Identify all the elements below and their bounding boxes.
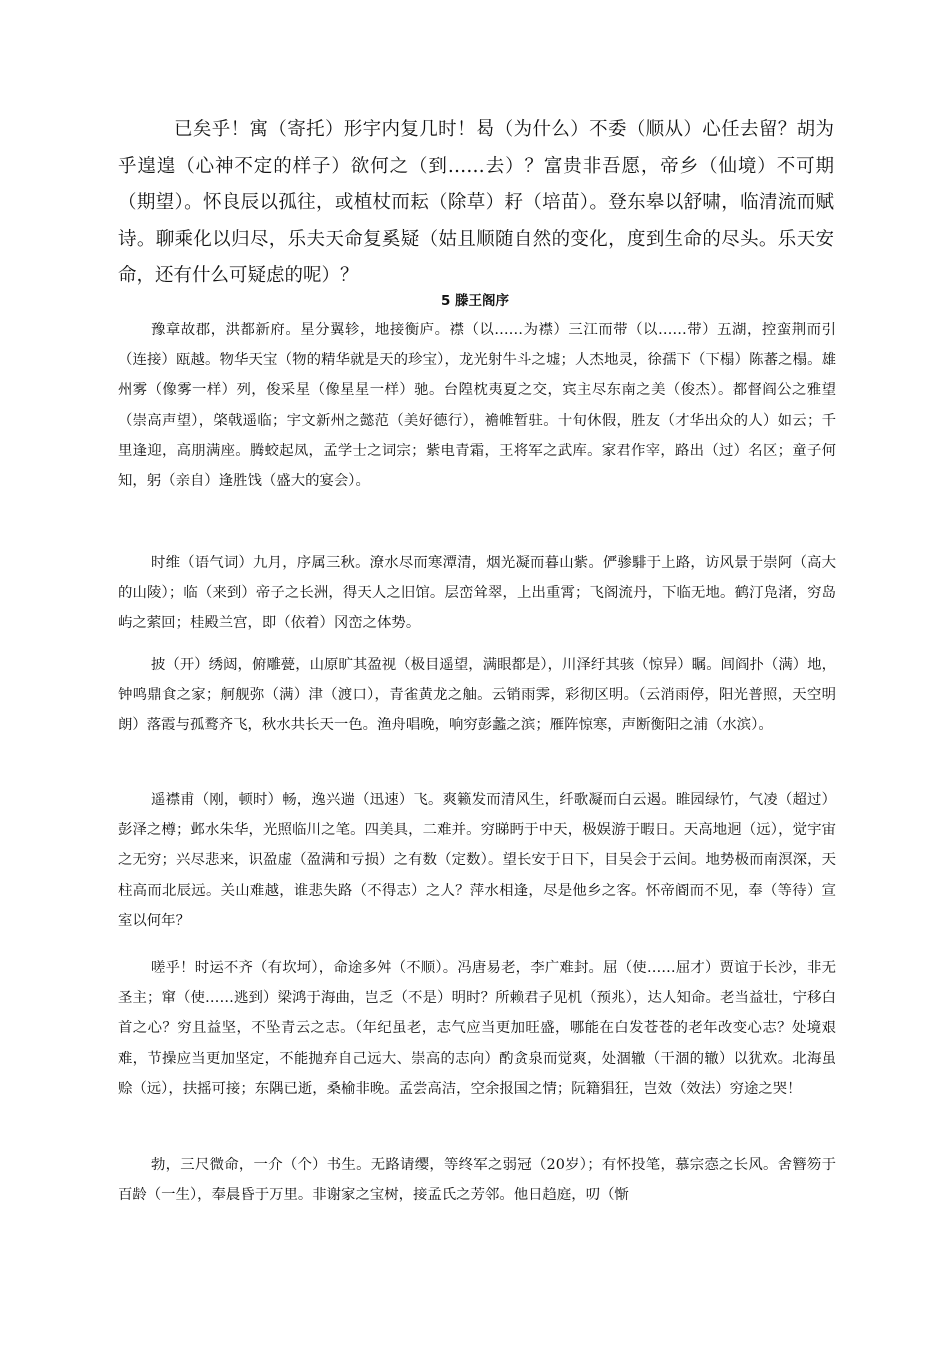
paragraph: 披（开）绣闼，俯雕甍，山原旷其盈视（极目遥望，满眼都是），川泽纡其骇（惊异）瞩。闾阎扑（满）地，钟鸣鼎食之家；舸舰弥（满）津（渡口），青雀黄龙之舳。云销雨霁，彩彻区明。（云消雨停，阳光普照，天空明朗）落霞与孤鹜齐飞，秋水共长天一色。渔舟唱晚，响穷彭蠡之滨；雁阵惊寒，声断衡阳之浦（水滨）。 bbox=[118, 657, 836, 734]
paragraph: 豫章故郡，洪都新府。星分翼轸，地接衡庐。襟（以……为襟）三江而带（以……带）五湖，控蛮荆而引（连接）瓯越。物华天宝（物的精华就是天的珍宝），龙光射牛斗之墟；人杰地灵，徐孺下（下榻）陈蕃之榻。雄州雾（像雾一样）列，俊采星（像星星一样）驰。台隍枕夷夏之交，宾主尽东南之美（俊杰）。都督阎公之雅望（崇高声望），棨戟遥临；宇文新州之懿范（美好德行），襜帷暂驻。十旬休假，胜友（才华出众的人）如云；千里逢迎，高朋满座。腾蛟起凤，孟学士之词宗；紫电青霜，王将军之武库。家君作宰，路出（过）名区；童子何知，躬（亲自）逢胜饯（盛大的宴会）。 bbox=[118, 322, 836, 490]
paragraph: 时维（语气词）九月，序属三秋。潦水尽而寒潭清，烟光凝而暮山紫。俨骖騑于上路，访风景于崇阿（高大的山陵）；临（来到）帝子之长洲，得天人之旧馆。层峦耸翠，上出重霄；飞阁流丹，下临无地。鹤汀凫渚，穷岛屿之萦回；桂殿兰宫，即（依着）冈峦之体势。 bbox=[118, 555, 836, 632]
paragraph: 遥襟甫（刚，顿时）畅，逸兴遄（迅速）飞。爽籁发而清风生，纤歌凝而白云遏。睢园绿竹，气凌（超过）彭泽之樽；邺水朱华，光照临川之笔。四美具，二难并。穷睇眄于中天，极娱游于暇日。天高地迥（远），觉宇宙之无穷；兴尽悲来，识盈虚（盈满和亏损）之有数（定数）。望长安于日下，目吴会于云间。地势极而南溟深，天柱高而北辰远。关山难越，谁悲失路（不得志）之人？萍水相逢，尽是他乡之客。怀帝阍而不见，奉（等待）宣室以何年？ bbox=[118, 792, 836, 929]
paragraph: 勃，三尺微命，一介（个）书生。无路请缨，等终军之弱冠（20岁）；有怀投笔，慕宗悫之长风。舍簪笏于百龄（一生），奉晨昏于万里。非谢家之宝树，接孟氏之芳邻。他日趋庭，叨（惭 bbox=[118, 1157, 836, 1204]
section-title: 5 滕王阁序 bbox=[440, 293, 510, 309]
paragraph: 嗟乎！时运不齐（有坎坷），命途多舛（不顺）。冯唐易老，李广难封。屈（使……屈才）贾谊于长沙，非无圣主；窜（使……逃到）梁鸿于海曲，岂乏（不是）明时？所赖君子见机（预兆），达人知命。老当益壮，宁移白首之心？穷且益坚，不坠青云之志。（年纪虽老，志气应当更加旺盛，哪能在白发苍苍的老年改变心志？处境艰难，节操应当更加坚定，不能抛弃自己远大、崇高的志向）酌贪泉而觉爽，处涸辙（干涸的辙）以犹欢。北海虽赊（远），扶摇可接；东隅已逝，桑榆非晚。孟尝高洁，空余报国之情；阮籍猖狂，岂效（效法）穷途之哭！ bbox=[118, 960, 836, 1097]
intro-paragraph: 已矣乎！寓（寄托）形宇内复几时！曷（为什么）不委（顺从）心任去留？胡为乎遑遑（心神不定的样子）欲何之（到……去）？富贵非吾愿，帝乡（仙境）不可期（期望）。怀良辰以孤往，或植杖而耘（除草）耔（培苗）。登东皋以舒啸，临清流而赋诗。聊乘化以归尽，乐夫天命复奚疑（姑且顺随自然的变化，度到生命的尽头。乐天安命，还有什么可疑虑的呢）？ bbox=[118, 119, 834, 286]
